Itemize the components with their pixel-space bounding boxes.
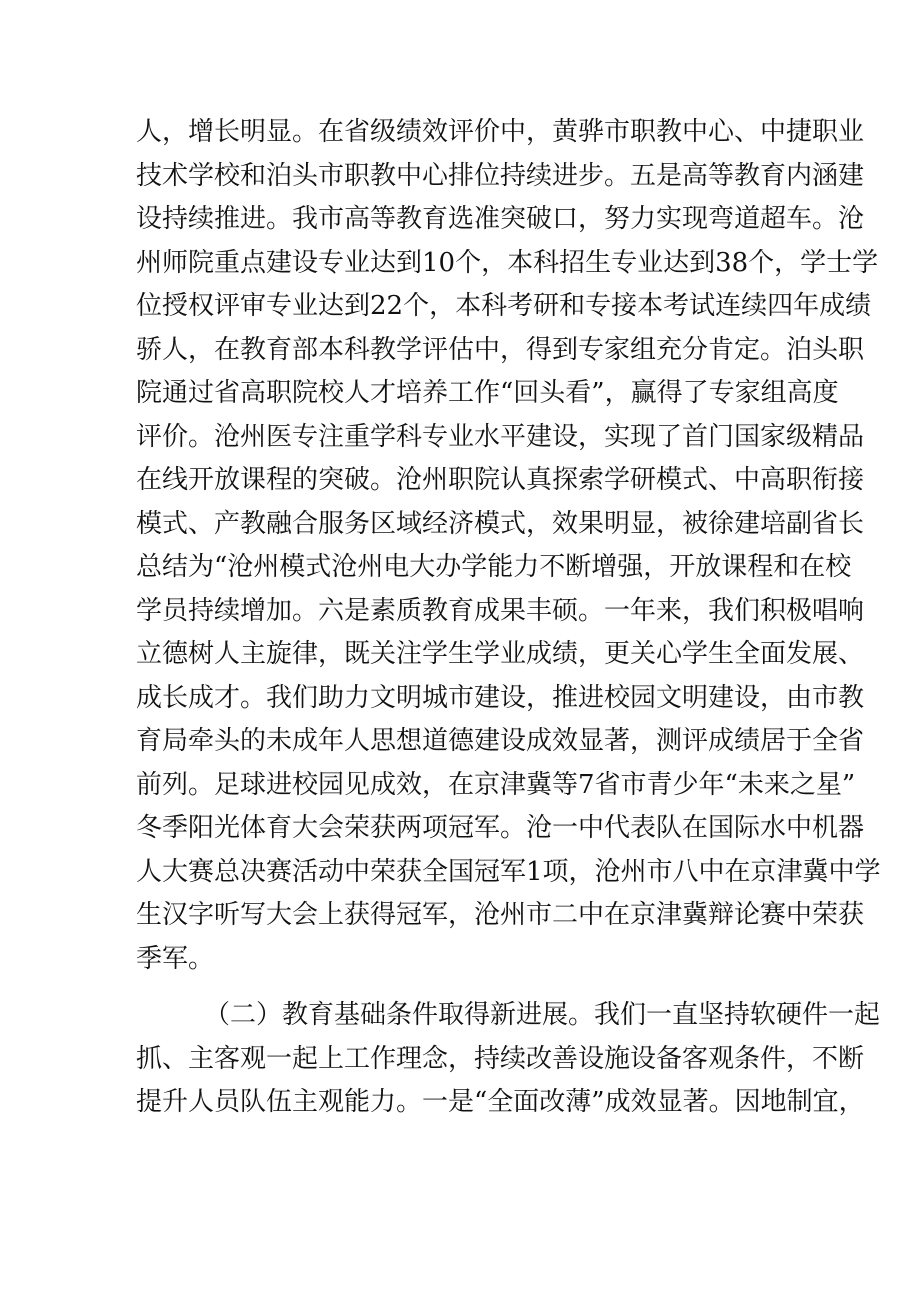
text-line: 提升人员队伍主观能力。一是“全面改薄”成效显著。因地制宜， [136,1087,865,1117]
section-heading-line: （二）教育基础条件取得新进展。我们一直坚持软硬件一起 [204,1000,881,1030]
text-line: 学员持续增加。六是素质教育成果丰硕。一年来，我们积极唱响 [136,595,865,626]
text-line: 总结为“沧州模式沧州电大办学能力不断增强，开放课程和在校 [136,552,852,582]
text-line: 评价。沧州医专注重学科专业水平建设，实现了首门国家级精品 [136,421,865,452]
text-line: 位授权评审专业达到22个，本科考研和专接本考试连续四年成绩 [136,291,872,321]
text-line: 院通过省高职院校人才培养工作“回头看”，赢得了专家组高度 [136,378,839,408]
document-body [136,111,881,1125]
text-line: 设持续推进。我市高等教育选准突破口，努力实现弯道超车。沧 [136,204,865,234]
text-line: 人大赛总决赛活动中荣获全国冠军1项，沧州市八中在京津冀中学 [136,856,881,887]
text-line: 育局牵头的未成年人思想道德建设成效显著，测评成绩居于全省 [136,726,865,756]
text-line: 前列。足球进校园见成效，在京津冀等7省市青少年“未来之星” [136,769,856,800]
text-line: 模式、产教融合服务区域经济模式，效果明显，被徐建培副省长 [136,508,865,539]
text-line: 州师院重点建设专业达到10个，本科招生专业达到38个，学士学 [136,247,879,278]
text-line: 成长成才。我们助力文明城市建设，推进校园文明建设，由市教 [136,682,865,713]
text-line: 生汉字听写大会上获得冠军，沧州市二中在京津冀辩论赛中荣获 [136,900,865,930]
paragraph-end-line: 季军。 [136,943,215,974]
text-line: 在线开放课程的突破。沧州职院认真探索学研模式、中高职衔接 [136,465,865,495]
text-line: 骄人，在教育部本科教学评估中，得到专家组充分肯定。泊头职 [136,334,865,365]
text-line: 人，增长明显。在省级绩效评价中，黄骅市职教中心、中捷职业 [136,117,865,147]
text-line: 冬季阳光体育大会荣获两项冠军。沧一中代表队在国际水中机器 [136,813,865,843]
paragraph-gap [136,981,796,994]
text-line: 技术学校和泊头市职教中心排位持续进步。五是高等教育内涵建 [136,160,865,191]
text-line: 立德树人主旋律，既关注学生学业成绩，更关心学生全面发展、 [136,639,865,669]
text-line: 抓、主客观一起上工作理念，持续改善设施设备客观条件，不断 [136,1043,865,1074]
